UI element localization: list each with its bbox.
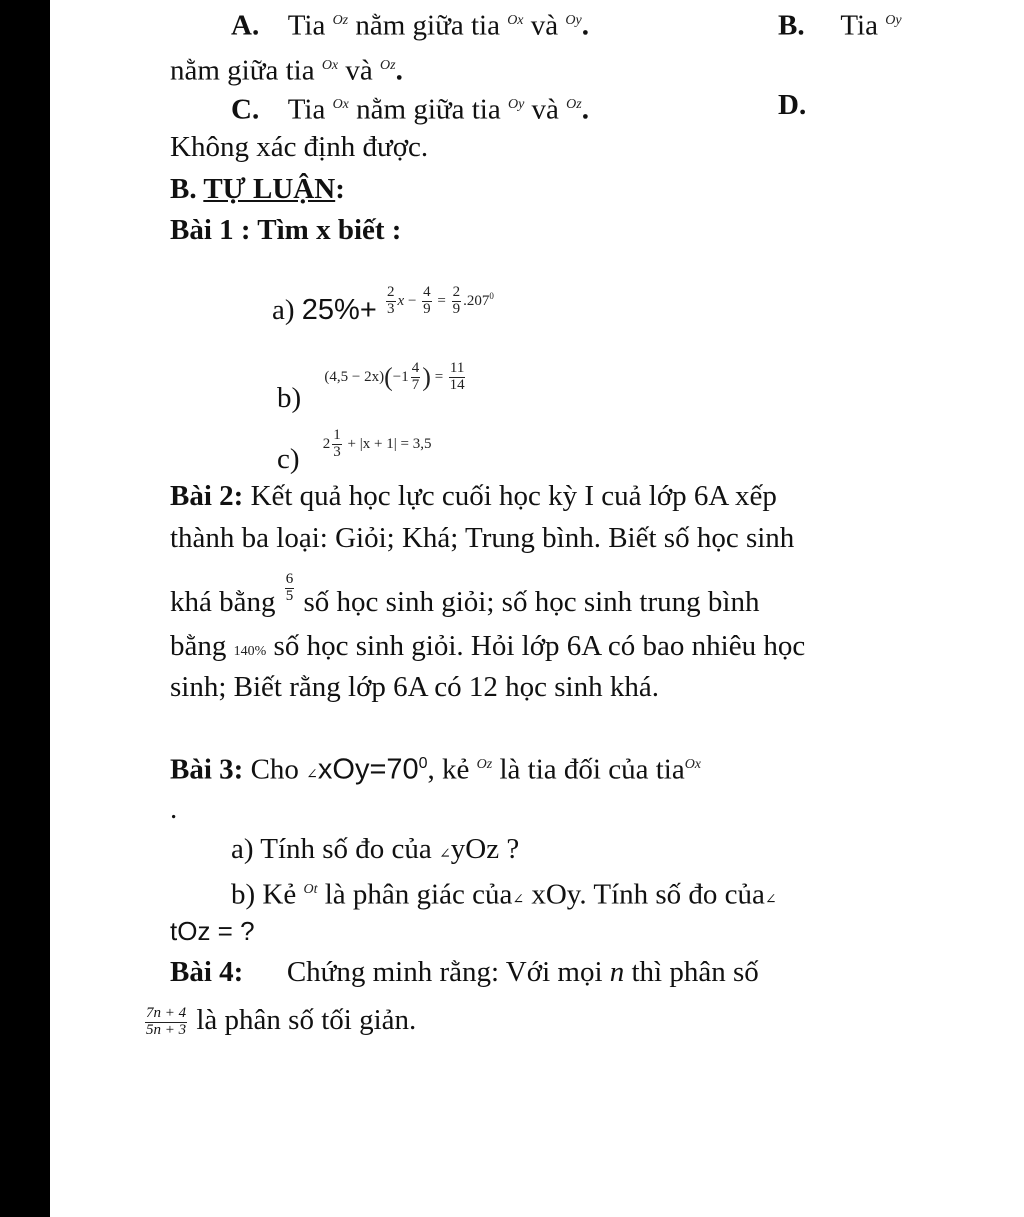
bai1-c-abs: x + 1 xyxy=(362,436,394,452)
bai1-a-tail: .207 xyxy=(463,293,490,309)
option-c xyxy=(231,88,589,127)
option-a-end: . xyxy=(581,9,589,42)
bai1-a-eq: = xyxy=(437,293,446,309)
bai2-l3a: khá bằng xyxy=(170,586,276,618)
bai4-line2 xyxy=(143,1000,416,1040)
bai2-l3b: số học sinh giỏi; số học sinh trung bình xyxy=(303,586,760,618)
bai3-b xyxy=(231,873,777,918)
option-d-text: Không xác định được. xyxy=(170,131,429,163)
section-b-title: TỰ LUẬN xyxy=(203,173,336,205)
bai4-text: Chứng minh rằng: Với mọi xyxy=(286,956,603,988)
bai1-b-close: ) xyxy=(422,362,431,392)
bai1-a-exp: 0 xyxy=(489,291,494,301)
bai1-a-equation xyxy=(384,284,494,318)
bai4-f-num: 7n + 4 xyxy=(146,1005,187,1022)
bai1-a-minus: − xyxy=(407,293,417,309)
bai1-b-f-num: 4 xyxy=(411,360,420,377)
bai1-a-f1-num: 2 xyxy=(387,284,395,301)
bai1-b-f-den: 7 xyxy=(411,377,420,394)
bai1-c-f-den: 3 xyxy=(333,444,341,461)
bai3-a xyxy=(231,832,519,872)
bai2-l4b: số học sinh giỏi. Hỏi lớp 6A có bao nhiêu học xyxy=(273,630,806,662)
option-a-text3: và xyxy=(530,9,559,42)
bai2-line3 xyxy=(170,571,760,621)
bai3-xoy: xOy=70 xyxy=(317,753,419,786)
bai4-f-den: 5n + 3 xyxy=(146,1021,187,1038)
option-b-ray3: Oz xyxy=(380,58,396,73)
bai2-line5: sinh; Biết rằng lớp 6A có 12 học sinh khá. xyxy=(170,671,659,703)
section-b-prefix: B. xyxy=(170,173,197,205)
option-c-end: . xyxy=(581,93,589,126)
bai1-heading: Bài 1 : Tìm x biết : xyxy=(170,214,402,246)
bai1-a-label: a) xyxy=(272,294,295,326)
bai2-line1 xyxy=(170,479,777,513)
option-c-text3: và xyxy=(531,93,559,126)
bai1-b-r-den: 14 xyxy=(449,377,465,394)
bai4-tail: là phân số tối giản. xyxy=(196,1004,417,1036)
option-d-letter: D. xyxy=(778,89,807,121)
option-b-start xyxy=(778,4,902,43)
option-a-ray2: Ox xyxy=(507,13,524,28)
bai1-a-f3-num: 2 xyxy=(452,284,461,301)
bai3-b-t3: xOy. Tính số đo của xyxy=(531,878,765,911)
bai1-a xyxy=(272,284,494,335)
bai4-text2: thì phân số xyxy=(631,956,759,988)
option-a-text1: Tia xyxy=(287,9,326,42)
bai1-b-neg: −1 xyxy=(392,369,409,385)
bai3-b-angle-symbol: ∠ xyxy=(512,892,525,908)
bai3-a-t2: yOz ? xyxy=(450,833,520,865)
option-a-ray3: Oy xyxy=(565,13,582,28)
bai3-b-ray: Ot xyxy=(303,882,318,897)
bai4-line1 xyxy=(170,955,759,989)
bai3-ray1: Oz xyxy=(476,757,493,772)
bai3-a-t1: a) Tính số đo của xyxy=(231,833,432,865)
bai1-c-eq: = 3,5 xyxy=(400,436,432,452)
bai1-c-equation: 2 1 3 + |x + 1| = 3,5 xyxy=(322,427,432,461)
bai4-head: Bài 4: xyxy=(170,956,244,988)
bai1-b xyxy=(277,360,465,414)
bai1-a-x: x xyxy=(397,293,405,309)
left-black-margin xyxy=(0,0,50,1217)
bai3-dot: . xyxy=(170,793,178,825)
bai2-f-den: 5 xyxy=(285,587,294,604)
bai1-a-f3-den: 9 xyxy=(452,301,461,318)
bai1-b-equation xyxy=(324,360,467,394)
bai3-line1 xyxy=(170,747,701,793)
option-c-ray2: Oy xyxy=(507,97,525,112)
bai1-b-p1: (4,5 − 2x) xyxy=(324,369,385,385)
bai3-deg: 0 xyxy=(418,755,428,772)
option-b-cont xyxy=(170,49,403,88)
bai1-c-whole: 2 xyxy=(322,436,331,452)
bai1-c-plus: + xyxy=(347,436,356,452)
section-b-heading xyxy=(170,172,345,206)
option-a-letter: A. xyxy=(231,9,260,42)
option-a xyxy=(231,4,589,43)
bai1-b-eq: = xyxy=(434,369,444,385)
bai3-head: Bài 3: xyxy=(170,753,244,786)
bai3-t3: là tia đối của tia xyxy=(499,753,685,786)
bai3-angle-symbol: ∠ xyxy=(306,767,318,783)
option-c-text1: Tia xyxy=(287,93,326,126)
option-c-letter: C. xyxy=(231,93,260,126)
bai1-a-f2-den: 9 xyxy=(423,301,431,318)
bai2-l4a: bằng xyxy=(170,630,227,662)
option-c-text2: nằm giữa tia xyxy=(356,93,501,126)
bai3-t2: , kẻ xyxy=(427,753,470,786)
bai2-line4 xyxy=(170,629,805,669)
option-b-ray1: Oy xyxy=(885,13,902,28)
bai1-b-label: b) xyxy=(277,382,302,414)
option-c-ray1: Ox xyxy=(332,97,349,112)
option-c-ray3: Oz xyxy=(566,97,582,112)
bai1-a-f1-den: 3 xyxy=(387,301,395,318)
option-b-end: . xyxy=(395,54,403,87)
bai2-l1: Kết quả học lực cuối học kỳ I cuả lớp 6A xếp xyxy=(250,480,777,512)
option-a-text2: nằm giữa tia xyxy=(355,9,500,42)
bai1-b-r-num: 11 xyxy=(449,360,465,377)
bai3-b-cont: tOz = ? xyxy=(170,916,255,946)
bai1-b-open: ( xyxy=(384,362,393,392)
bai2-head: Bài 2: xyxy=(170,480,244,512)
option-b-text1: Tia xyxy=(840,9,878,42)
bai3-b-t2: là phân giác của xyxy=(324,878,513,911)
bai1-a-lead: 25%+ xyxy=(301,294,377,326)
bai4-n: n xyxy=(609,956,625,988)
bai3-b-t1: b) Kẻ xyxy=(231,878,297,911)
bai3-t1: Cho xyxy=(250,753,299,786)
bai3-a-angle-symbol: ∠ xyxy=(439,847,451,862)
option-b-text3: và xyxy=(345,54,373,87)
option-b-letter: B. xyxy=(778,9,805,42)
bai1-c xyxy=(277,425,432,475)
option-b-ray2: Ox xyxy=(321,58,339,73)
bai1-c-label: c) xyxy=(277,443,300,475)
bai2-f-num: 6 xyxy=(285,571,294,588)
bai2-line2: thành ba loại: Giỏi; Khá; Trung bình. Biết số học sinh xyxy=(170,522,795,554)
option-a-ray1: Oz xyxy=(332,13,349,28)
bai3-ray2: Ox xyxy=(684,757,702,772)
bai1-a-f2-num: 4 xyxy=(423,284,431,301)
bai1-c-f-num: 1 xyxy=(333,427,341,444)
section-b-suffix: : xyxy=(335,173,345,205)
bai2-pct: 140% xyxy=(233,644,267,659)
option-b-text2: nằm giữa tia xyxy=(170,54,315,87)
bai3-b-angle-symbol-2: ∠ xyxy=(764,892,777,908)
